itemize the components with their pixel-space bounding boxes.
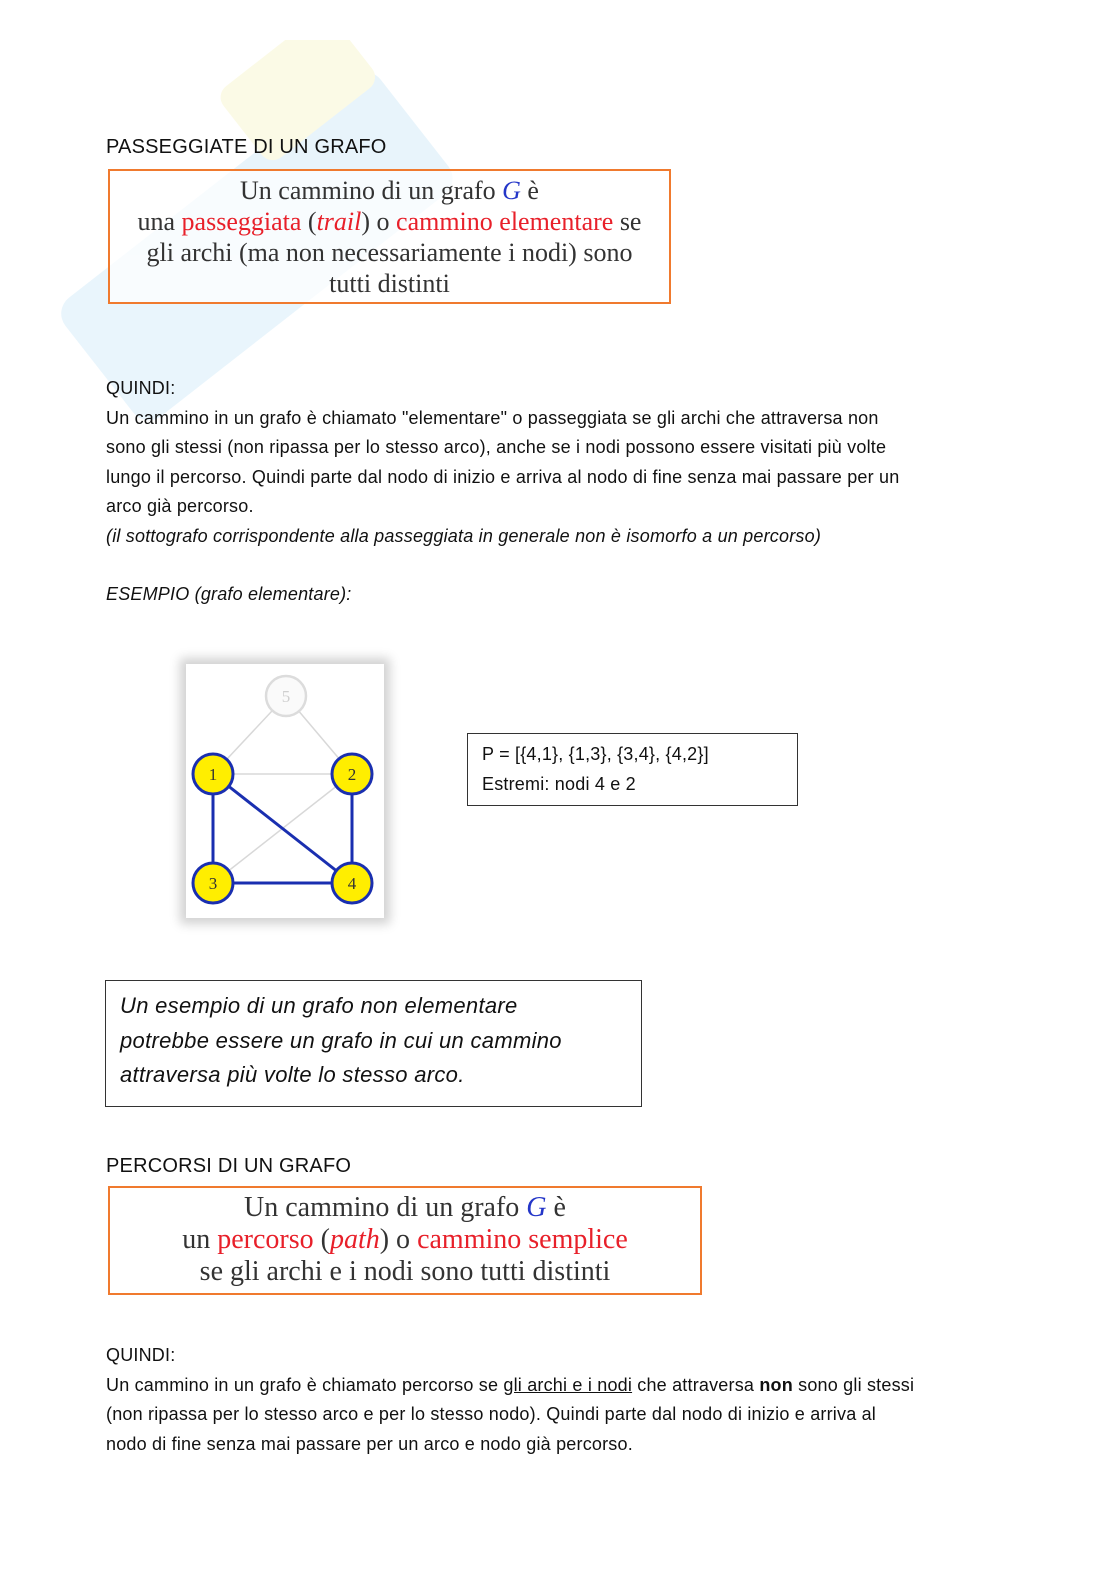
definition-line-2: una passeggiata (trail) o cammino elementare se [137,207,642,236]
node-1 [193,754,233,794]
non-elementary-box [105,980,642,1107]
graph-svg [186,664,384,918]
section2-body [106,1341,1026,1459]
body-line: sono gli stessi (non ripassa per lo stesso arco), anche se i nodi possono essere visitati più volte [106,437,887,457]
body-line: nodo di fine senza mai passare per un arco e nodo già percorso. [106,1433,633,1454]
path-box [467,733,798,806]
section-heading-passeggiate: PASSEGGIATE DI UN GRAFO [106,136,387,158]
path-line: P = [{4,1}, {1,3}, {3,4}, {4,2}] [482,744,709,764]
svg-text:2: 2 [347,765,357,784]
body-line: (non ripassa per lo stesso arco e per lo stesso nodo). Quindi parte dal nodo di inizio e arriva al [106,1404,877,1424]
extremes-line: Estremi: nodi 4 e 2 [482,773,636,794]
node-5 [266,676,306,716]
definition-box-passeggiata [108,169,671,304]
section1-body [106,374,1006,551]
node-2 [332,754,372,794]
svg-text:4: 4 [347,874,357,893]
definition-line-4: tutti distinti [329,269,450,298]
definition-line-3: se gli archi e i nodi sono tutti distinti [199,1256,611,1287]
body-line: arco già percorso. [106,496,254,516]
quindi-label: QUINDI: [106,378,176,398]
definition-box-percorso [108,1186,702,1295]
term-cammino-semplice: cammino semplice [417,1224,628,1255]
body-line: Un cammino in un grafo è chiamato "elementare" o passeggiata se gli archi che attraversa non [106,407,879,428]
definition-line-3: gli archi (ma non necessariamente i nodi) sono [146,238,633,267]
svg-text:1: 1 [208,765,218,784]
box-line: potrebbe essere un grafo in cui un cammino [120,1027,562,1053]
node-4 [332,863,372,903]
body-line: lungo il percorso. Quindi parte dal nodo di inizio e arriva al nodo di fine senza mai passare per un [106,466,900,487]
box-line: Un esempio di un grafo non elementare [120,993,518,1018]
term-cammino-elementare: cammino elementare [396,207,614,236]
svg-text:5: 5 [281,687,291,706]
graph-figure [186,664,384,918]
box-line: attraversa più volte lo stesso arco. [120,1062,465,1087]
quindi-label: QUINDI: [106,1345,176,1365]
term-percorso: percorso [217,1224,314,1255]
definition-line-2: un percorso (path) o cammino semplice [182,1224,628,1255]
note-line: (il sottografo corrispondente alla passeggiata in generale non è isomorfo a un percorso) [106,525,822,546]
term-passeggiata: passeggiata [181,207,302,236]
definition-line-1: Un cammino di un grafo G è [244,1192,566,1223]
svg-text:3: 3 [208,874,218,893]
node-3 [193,863,233,903]
body-line: Un cammino in un grafo è chiamato percorso se gli archi e i nodi che attraversa non sono gli stessi [106,1374,915,1395]
section-heading-percorsi: PERCORSI DI UN GRAFO [106,1155,352,1177]
definition-line-1: Un cammino di un grafo G è [240,176,539,205]
example-label: ESEMPIO (grafo elementare): [106,584,352,604]
